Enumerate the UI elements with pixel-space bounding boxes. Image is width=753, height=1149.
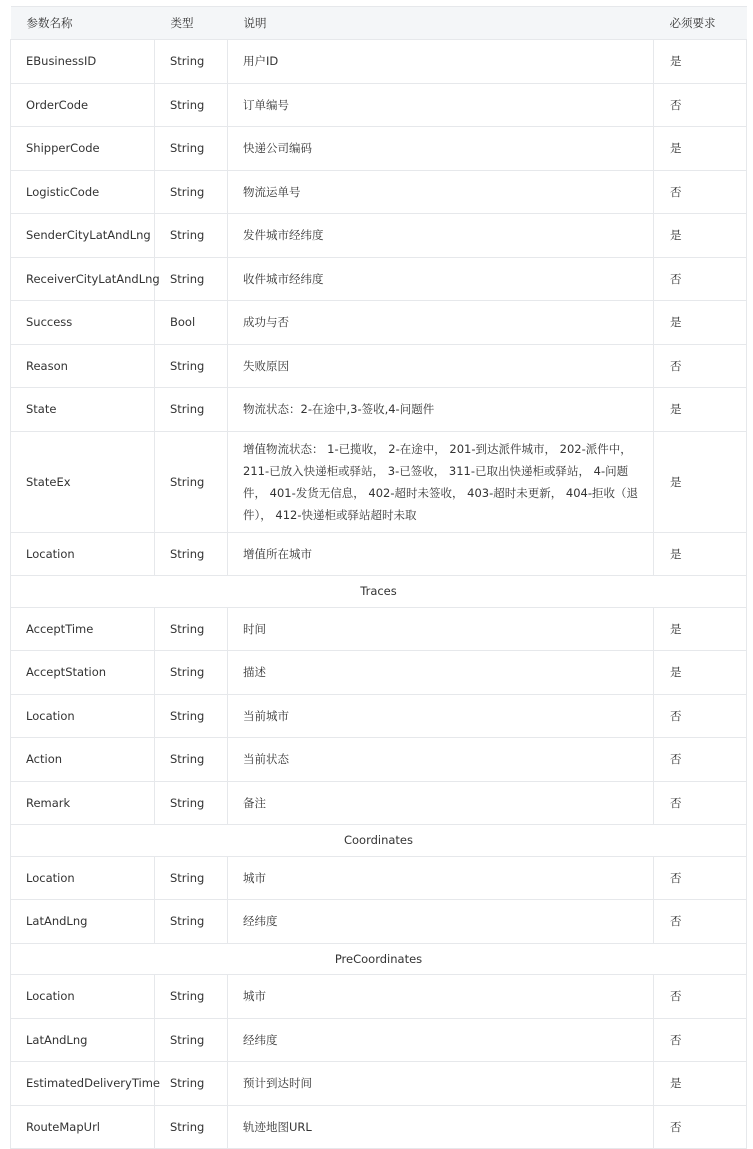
param-name-cell: LogisticCode xyxy=(11,170,155,214)
param-required-cell: 否 xyxy=(654,83,747,127)
table-row xyxy=(11,40,747,84)
table-row xyxy=(11,532,747,576)
param-type-cell: String xyxy=(155,344,228,388)
param-required-cell: 是 xyxy=(654,607,747,651)
param-name-cell: ShipperCode xyxy=(11,127,155,171)
param-type-cell: String xyxy=(155,170,228,214)
param-name-cell: StateEx xyxy=(11,431,155,532)
param-desc-cell: 城市 xyxy=(228,856,654,900)
param-required-cell: 是 xyxy=(654,532,747,576)
param-type-cell: String xyxy=(155,1018,228,1062)
param-type-cell: String xyxy=(155,856,228,900)
param-type-cell: String xyxy=(155,607,228,651)
param-desc-cell: 快递公司编码 xyxy=(228,127,654,171)
param-desc-cell: 轨迹地图URL xyxy=(228,1105,654,1149)
table-row xyxy=(11,1062,747,1106)
param-type-cell: String xyxy=(155,532,228,576)
param-desc-cell: 经纬度 xyxy=(228,900,654,944)
param-desc-cell: 描述 xyxy=(228,651,654,695)
section-label: Coordinates xyxy=(11,825,747,857)
param-type-cell: String xyxy=(155,127,228,171)
param-desc-cell: 失败原因 xyxy=(228,344,654,388)
table-header xyxy=(11,7,747,40)
section-row xyxy=(11,825,747,857)
param-desc-cell: 增值物流状态： 1-已揽收， 2-在途中， 201-到达派件城市， 202-派件中， 211-已放入快递柜或驿站， 3-已签收， 311-已取出快递柜或驿站， 4-问题件， 401-发货无信息， 402-超时未签收， 403-超时未更新， 404-拒收（退件）， 412-快递柜或驿站超时未取 xyxy=(228,431,654,532)
param-name-cell: State xyxy=(11,388,155,432)
param-name-cell: AcceptStation xyxy=(11,651,155,695)
header-type: 类型 xyxy=(155,7,228,40)
param-name-cell: ReceiverCityLatAndLng xyxy=(11,257,155,301)
param-type-cell: String xyxy=(155,1105,228,1149)
param-required-cell: 否 xyxy=(654,694,747,738)
param-type-cell: String xyxy=(155,694,228,738)
param-required-cell: 否 xyxy=(654,856,747,900)
param-desc-cell: 时间 xyxy=(228,607,654,651)
param-type-cell: String xyxy=(155,1062,228,1106)
param-name-cell: Location xyxy=(11,694,155,738)
param-type-cell: String xyxy=(155,738,228,782)
param-required-cell: 是 xyxy=(654,1062,747,1106)
table-row xyxy=(11,301,747,345)
param-desc-cell: 城市 xyxy=(228,975,654,1019)
param-name-cell: RouteMapUrl xyxy=(11,1105,155,1149)
section-row xyxy=(11,943,747,975)
section-row xyxy=(11,576,747,608)
param-required-cell: 否 xyxy=(654,344,747,388)
param-desc-cell: 物流状态：2-在途中,3-签收,4-问题件 xyxy=(228,388,654,432)
table-row xyxy=(11,975,747,1019)
table-row xyxy=(11,257,747,301)
param-type-cell: String xyxy=(155,651,228,695)
param-required-cell: 否 xyxy=(654,900,747,944)
param-desc-cell: 当前城市 xyxy=(228,694,654,738)
table-row xyxy=(11,170,747,214)
param-required-cell: 是 xyxy=(654,431,747,532)
table-row xyxy=(11,900,747,944)
table-row xyxy=(11,1018,747,1062)
param-required-cell: 否 xyxy=(654,781,747,825)
param-name-cell: Location xyxy=(11,975,155,1019)
param-required-cell: 是 xyxy=(654,301,747,345)
param-type-cell: String xyxy=(155,83,228,127)
param-required-cell: 否 xyxy=(654,738,747,782)
param-required-cell: 是 xyxy=(654,127,747,171)
param-name-cell: Remark xyxy=(11,781,155,825)
param-desc-cell: 发件城市经纬度 xyxy=(228,214,654,258)
param-type-cell: String xyxy=(155,975,228,1019)
header-row xyxy=(11,7,747,40)
param-type-cell: String xyxy=(155,214,228,258)
section-label: PreCoordinates xyxy=(11,943,747,975)
param-desc-cell: 经纬度 xyxy=(228,1018,654,1062)
param-desc-cell: 用户ID xyxy=(228,40,654,84)
param-type-cell: String xyxy=(155,900,228,944)
param-required-cell: 是 xyxy=(654,651,747,695)
param-name-cell: Reason xyxy=(11,344,155,388)
table-row xyxy=(11,607,747,651)
table-row xyxy=(11,1105,747,1149)
table-row xyxy=(11,856,747,900)
param-name-cell: Action xyxy=(11,738,155,782)
params-table xyxy=(10,6,747,1149)
param-name-cell: LatAndLng xyxy=(11,900,155,944)
param-type-cell: String xyxy=(155,40,228,84)
table-row xyxy=(11,651,747,695)
param-name-cell: Location xyxy=(11,532,155,576)
param-desc-cell: 增值所在城市 xyxy=(228,532,654,576)
param-type-cell: String xyxy=(155,257,228,301)
param-name-cell: Success xyxy=(11,301,155,345)
param-required-cell: 否 xyxy=(654,170,747,214)
table-row xyxy=(11,344,747,388)
section-label: Traces xyxy=(11,576,747,608)
table-row xyxy=(11,694,747,738)
params-table-container xyxy=(10,6,746,1149)
param-name-cell: EstimatedDeliveryTime xyxy=(11,1062,155,1106)
param-desc-cell: 物流运单号 xyxy=(228,170,654,214)
table-row xyxy=(11,127,747,171)
param-desc-cell: 成功与否 xyxy=(228,301,654,345)
header-description: 说明 xyxy=(228,7,654,40)
param-desc-cell: 备注 xyxy=(228,781,654,825)
param-type-cell: Bool xyxy=(155,301,228,345)
param-type-cell: String xyxy=(155,781,228,825)
header-required: 必须要求 xyxy=(654,7,747,40)
param-name-cell: EBusinessID xyxy=(11,40,155,84)
table-row xyxy=(11,83,747,127)
param-required-cell: 是 xyxy=(654,214,747,258)
param-required-cell: 否 xyxy=(654,975,747,1019)
param-desc-cell: 订单编号 xyxy=(228,83,654,127)
param-type-cell: String xyxy=(155,431,228,532)
param-name-cell: AcceptTime xyxy=(11,607,155,651)
table-row xyxy=(11,781,747,825)
param-name-cell: SenderCityLatAndLng xyxy=(11,214,155,258)
param-required-cell: 是 xyxy=(654,40,747,84)
param-desc-cell: 预计到达时间 xyxy=(228,1062,654,1106)
param-required-cell: 否 xyxy=(654,1105,747,1149)
param-name-cell: Location xyxy=(11,856,155,900)
param-desc-cell: 收件城市经纬度 xyxy=(228,257,654,301)
table-body xyxy=(11,40,747,1149)
param-name-cell: LatAndLng xyxy=(11,1018,155,1062)
table-row xyxy=(11,738,747,782)
param-required-cell: 否 xyxy=(654,257,747,301)
table-row xyxy=(11,388,747,432)
param-required-cell: 是 xyxy=(654,388,747,432)
param-required-cell: 否 xyxy=(654,1018,747,1062)
table-row xyxy=(11,214,747,258)
param-name-cell: OrderCode xyxy=(11,83,155,127)
param-type-cell: String xyxy=(155,388,228,432)
table-row xyxy=(11,431,747,532)
header-name: 参数名称 xyxy=(11,7,155,40)
param-desc-cell: 当前状态 xyxy=(228,738,654,782)
